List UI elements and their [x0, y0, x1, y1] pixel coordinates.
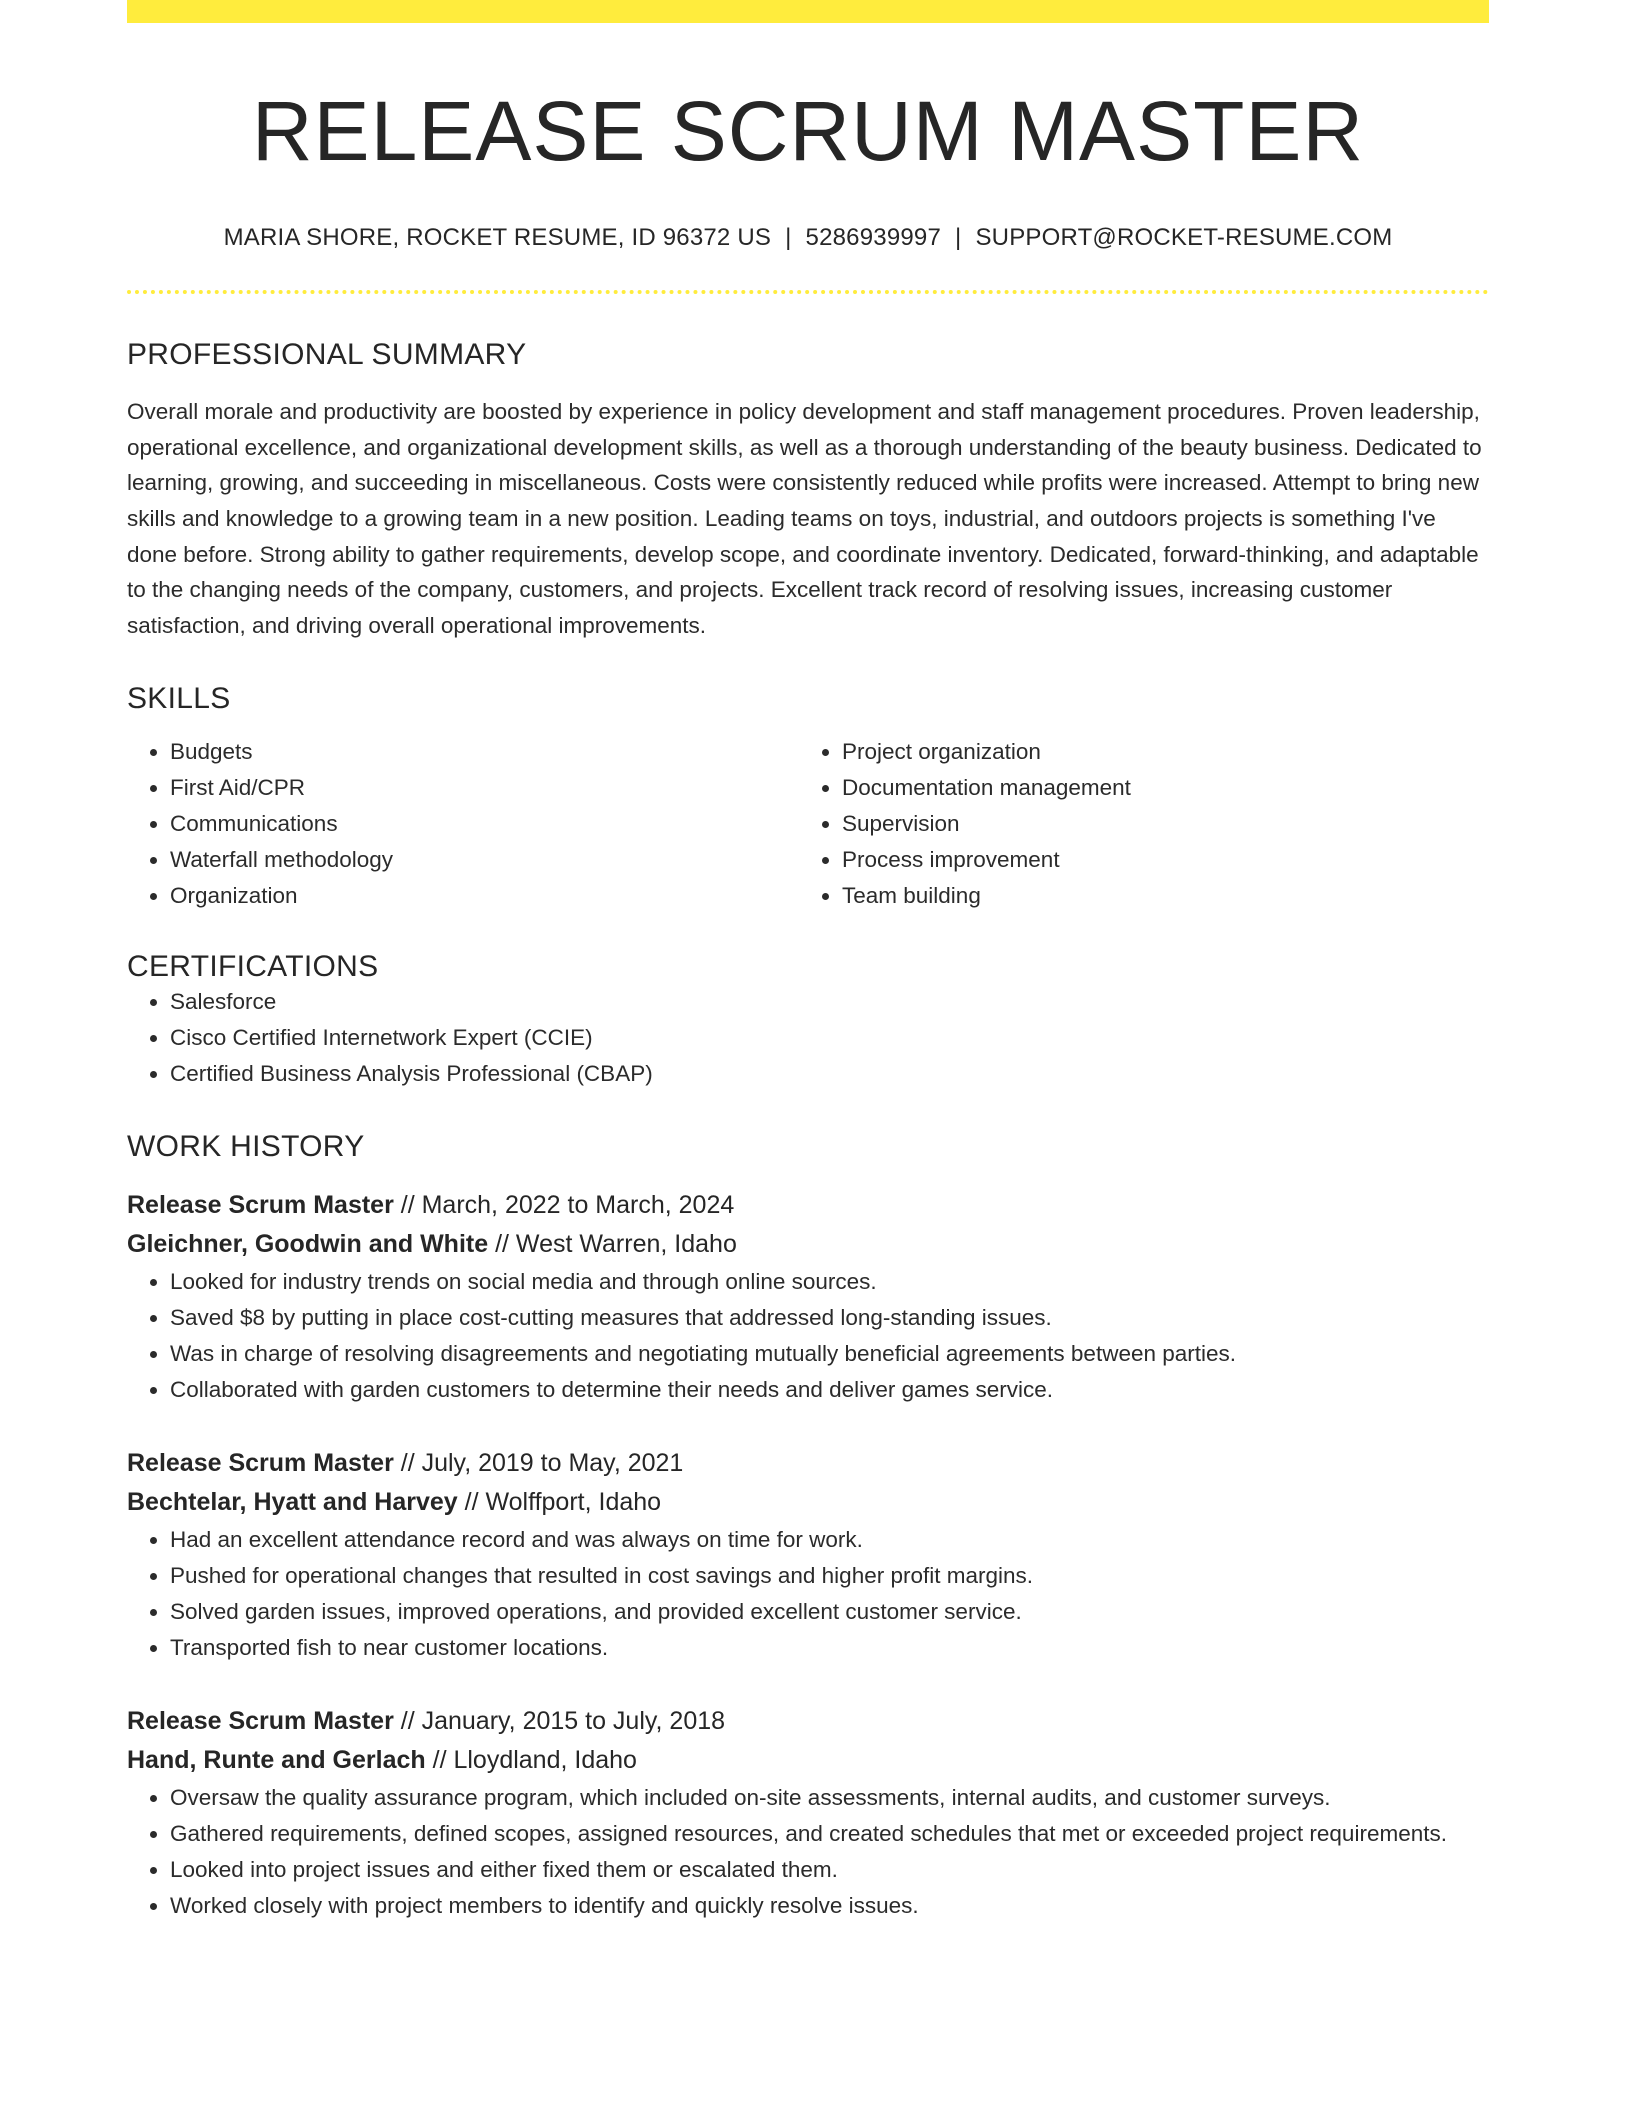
job-location: // Wolffport, Idaho	[457, 1487, 662, 1516]
contact-line	[127, 224, 1489, 252]
job-title-line	[127, 1186, 1489, 1225]
job-bullet: • Saved $8 by putting in place cost-cutting measures that addressed long-standing issues.	[170, 1300, 1489, 1336]
skill-item: • Organization	[170, 878, 799, 914]
skill-item: • Supervision	[842, 806, 1471, 842]
skills-grid	[127, 734, 1489, 914]
skill-item: • Project organization	[842, 734, 1471, 770]
job-entry	[127, 1702, 1489, 1924]
job-bullet: • Worked closely with project members to identify and quickly resolve issues.	[170, 1888, 1489, 1924]
skill-item: • Team building	[842, 878, 1471, 914]
skills-column-left	[127, 734, 799, 914]
job-bullets	[127, 1522, 1489, 1666]
certification-item: • Salesforce	[170, 984, 1489, 1020]
job-entry	[127, 1444, 1489, 1666]
job-bullet: • Looked into project issues and either fixed them or escalated them.	[170, 1852, 1489, 1888]
dotted-divider	[127, 290, 1489, 294]
job-dates: // January, 2015 to July, 2018	[393, 1706, 726, 1735]
resume-page	[127, 0, 1489, 1924]
job-bullet: • Oversaw the quality assurance program, which included on-site assessments, internal audits, and customer surveys.	[170, 1780, 1489, 1816]
certification-item: • Certified Business Analysis Professional (CBAP)	[170, 1056, 1489, 1092]
job-location: // West Warren, Idaho	[488, 1229, 737, 1258]
job-bullets	[127, 1780, 1489, 1924]
job-company: Bechtelar, Hyatt and Harvey	[127, 1487, 458, 1516]
skills-column-right	[799, 734, 1471, 914]
job-dates: // July, 2019 to May, 2021	[393, 1448, 684, 1477]
job-company-line	[127, 1483, 1489, 1522]
job-entry	[127, 1186, 1489, 1408]
skill-item: • Communications	[170, 806, 799, 842]
skills-list-right	[799, 734, 1471, 914]
contact-email: SUPPORT@ROCKET-RESUME.COM	[975, 223, 1393, 251]
job-bullet: • Solved garden issues, improved operations, and provided excellent customer service.	[170, 1594, 1489, 1630]
summary-text: Overall morale and productivity are boosted by experience in policy development and staff management procedures. Proven leadership, operational excellence, and organizational development skills, as well as a thorough understanding of the beauty business. Dedicated to learning, growing, and succeeding in miscellaneous. Costs were consistently reduced while profits were increased. Attempt to bring new skills and knowledge to a growing team in a new position. Leading teams on toys, industrial, and outdoors projects is something I've done before. Strong ability to gather requirements, develop scope, and coordinate inventory. Dedicated, forward-thinking, and adaptable to the changing needs of the company, customers, and projects. Excellent track record of resolving issues, increasing customer satisfaction, and driving overall operational improvements.	[127, 398, 1482, 639]
job-title-line	[127, 1702, 1489, 1741]
contact-separator: |	[785, 223, 792, 251]
accent-top-bar	[127, 0, 1489, 23]
skill-item: • Waterfall methodology	[170, 842, 799, 878]
summary-heading: PROFESSIONAL SUMMARY	[127, 337, 527, 371]
certifications-list	[127, 984, 1489, 1092]
job-bullets	[127, 1264, 1489, 1408]
job-bullet: • Had an excellent attendance record and was always on time for work.	[170, 1522, 1489, 1558]
contact-phone: 5286939997	[805, 223, 942, 251]
job-company: Hand, Runte and Gerlach	[127, 1745, 426, 1774]
job-bullet: • Pushed for operational changes that resulted in cost savings and higher profit margins.	[170, 1558, 1489, 1594]
skill-item: • Budgets	[170, 734, 799, 770]
skills-heading: SKILLS	[127, 681, 231, 715]
skill-item: • First Aid/CPR	[170, 770, 799, 806]
job-bullet: • Was in charge of resolving disagreements and negotiating mutually beneficial agreements between parties.	[170, 1336, 1489, 1372]
contact-address: MARIA SHORE, ROCKET RESUME, ID 96372 US	[223, 223, 772, 251]
job-bullet: • Looked for industry trends on social media and through online sources.	[170, 1264, 1489, 1300]
job-location: // Lloydland, Idaho	[425, 1745, 637, 1774]
job-bullet: • Gathered requirements, defined scopes, assigned resources, and created schedules that met or exceeded project requirements.	[170, 1816, 1489, 1852]
job-bullet: • Collaborated with garden customers to determine their needs and deliver games service.	[170, 1372, 1489, 1408]
job-company-line	[127, 1225, 1489, 1264]
job-title-line	[127, 1444, 1489, 1483]
job-role: Release Scrum Master	[127, 1448, 394, 1477]
resume-title: RELEASE SCRUM MASTER	[251, 84, 1365, 178]
job-role: Release Scrum Master	[127, 1706, 394, 1735]
job-company: Gleichner, Goodwin and White	[127, 1229, 489, 1258]
certification-item: • Cisco Certified Internetwork Expert (CCIE)	[170, 1020, 1489, 1056]
work-history-heading: WORK HISTORY	[127, 1129, 365, 1163]
job-role: Release Scrum Master	[127, 1190, 394, 1219]
job-dates: // March, 2022 to March, 2024	[393, 1190, 735, 1219]
job-bullet: • Transported fish to near customer locations.	[170, 1630, 1489, 1666]
contact-separator: |	[955, 223, 962, 251]
certifications-heading: CERTIFICATIONS	[127, 949, 379, 983]
job-company-line	[127, 1741, 1489, 1780]
skill-item: • Documentation management	[842, 770, 1471, 806]
skills-list-left	[127, 734, 799, 914]
skill-item: • Process improvement	[842, 842, 1471, 878]
